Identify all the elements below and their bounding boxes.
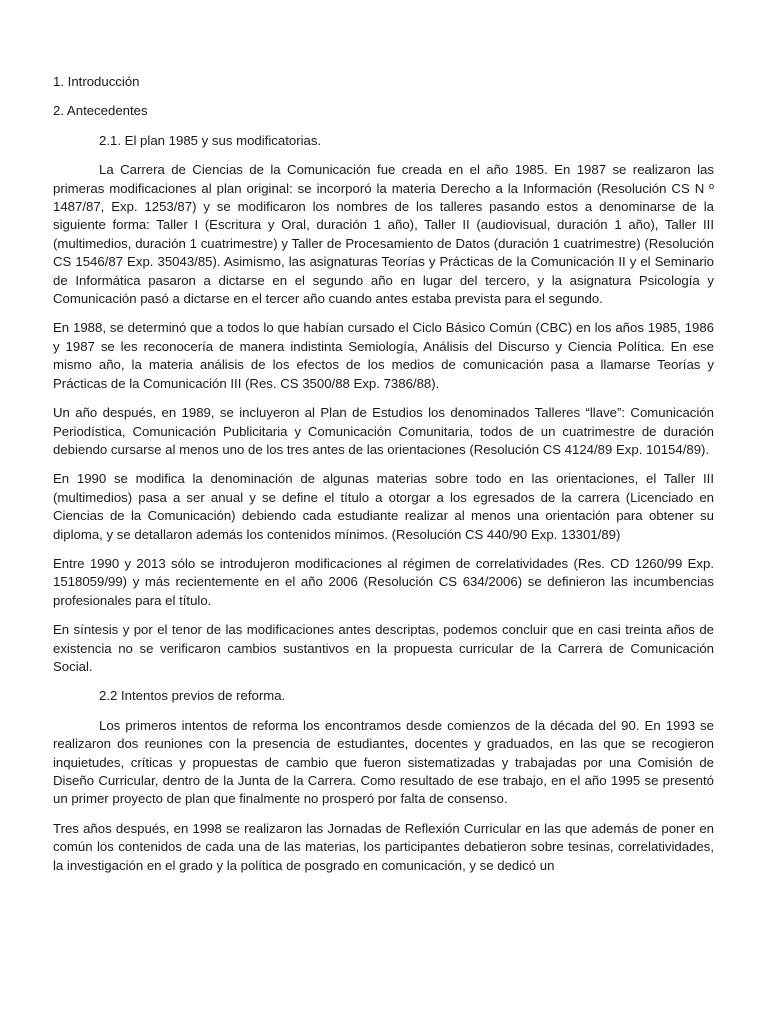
section-heading-introduccion: 1. Introducción (53, 74, 140, 89)
subsection-heading-intentos-reforma: 2.2 Intentos previos de reforma. (99, 688, 286, 704)
paragraph-7: Los primeros intentos de reforma los encontramos desde comienzos de la década del 90. En 1993 se realizaron dos reuniones con la presencia de estudiantes, docentes y graduados, en las que se recogieron inquietudes, críticas y propuestas de cambio que fueron sistematizadas y trabajadas por una Comisión de Diseño Curricular, dentro de la Junta de la Carrera. Como resultado de ese trabajo, en el año 1995 se presentó un primer proyecto de plan que finalmente no prosperó por falta de consenso. (53, 717, 714, 807)
paragraph-8: Tres años después, en 1998 se realizaron las Jornadas de Reflexión Curricular en las que además de poner en común los contenidos de cada una de las materias, los participantes debatieron sobre tesinas, correlatividades, la investigación en el grado y la política de posgrado en comunicación, y se dedicó un (53, 820, 714, 873)
paragraph-2: En 1988, se determinó que a todos lo que habían cursado el Ciclo Básico Común (CBC) en los años 1985, 1986 y 1987 se les reconocería de manera indistinta Semiología, Análisis del Discurso y Ciencia Política. En ese mismo año, la materia análisis de los efectos de los medios de comunicación pasa a llamarse Teorías y Prácticas de la Comunicación III (Res. CS 3500/88 Exp. 7386/88). (53, 320, 714, 391)
paragraph-4: En 1990 se modifica la denominación de algunas materias sobre todo en las orientaciones, el Taller III (multimedios) pasa a ser anual y se define el título a otorgar a los egresados de la carrera (Licenciado en Ciencias de la Comunicación) debiendo cada estudiante realizar al menos una orientación para obtener su diploma, y se detallaron además los contenidos mínimos. (Resolución CS 440/90 Exp. 13301/89) (53, 471, 714, 542)
section-heading-antecedentes: 2. Antecedentes (53, 103, 148, 119)
paragraph-5: Entre 1990 y 2013 sólo se introdujeron modificaciones al régimen de correlatividades (Res. CD 1260/99 Exp. 1518059/99) y más recientemente en el año 2006 (Resolución CS 634/2006) se definieron las incumbencias profesionales para el título. (53, 555, 714, 608)
paragraph-6: En síntesis y por el tenor de las modificaciones antes descriptas, podemos concluir que en casi treinta años de existencia no se verificaron cambios sustantivos en la propuesta curricular de la Carrera de Comunicación Social. (53, 622, 714, 674)
document-body (53, 73, 714, 886)
subsection-heading-plan-1985: 2.1. El plan 1985 y sus modificatorias. (99, 132, 322, 148)
paragraph-1: La Carrera de Ciencias de la Comunicación fue creada en el año 1985. En 1987 se realizaron las primeras modificaciones al plan original: se incorporó la materia Derecho a la Información (Resolución CS N º 1487/87, Exp. 1253/87) y se modificaron los nombres de los talleres pasando estos a denominarse de la siguiente forma: Taller I (Escritura y Oral, duración 1 año), Taller II (audiovisual, duración 1 año), Taller III (multimedios, duración 1 cuatrimestre) y Taller de Procesamiento de Datos (duración 1 cuatrimestre) (Resolución CS 1546/87 Exp. 35043/85). Asimismo, las asignaturas Teorías y Prácticas de la Comunicación II y el Seminario de Informática pasaron a dictarse en el segundo año en lugar del tercero, y la asignatura Psicología y Comunicación pasó a dictarse en el tercer año cuando antes estaba prevista para el segundo. (53, 162, 714, 307)
paragraph-3: Un año después, en 1989, se incluyeron al Plan de Estudios los denominados Talleres “llave”: Comunicación Periodística, Comunicación Publicitaria y Comunicación Comunitaria, todos de un cuatrimestre de duración debiendo cursarse al menos uno de los tres antes de las orientaciones (Resolución CS 4124/89 Exp. 10154/89). (53, 405, 714, 457)
